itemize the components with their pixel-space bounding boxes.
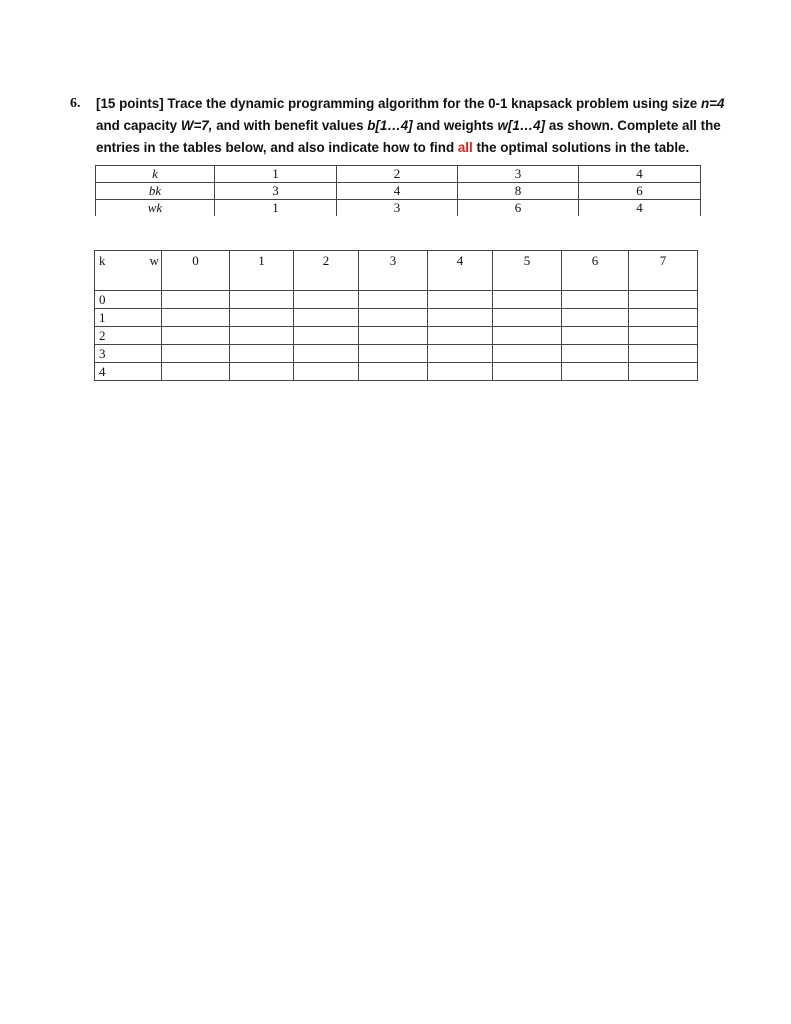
items-cell: 2 (337, 166, 458, 183)
dp-empty-cell (294, 363, 359, 381)
items-row-label: k (96, 166, 215, 183)
dp-column-header: 0 (162, 251, 230, 291)
items-row-label: wk (96, 200, 215, 217)
items-cell: 6 (579, 183, 701, 200)
dp-empty-cell (230, 327, 294, 345)
dp-empty-cell (230, 363, 294, 381)
dp-empty-cell (359, 363, 428, 381)
items-cell: 4 (337, 183, 458, 200)
dp-column-header: 1 (230, 251, 294, 291)
dp-empty-cell (629, 363, 698, 381)
problem-text-2: and capacity (96, 118, 181, 133)
dp-empty-cell (162, 309, 230, 327)
dp-row-label: 2 (95, 327, 162, 345)
dp-column-header: 3 (359, 251, 428, 291)
problem-text-6: the optimal solutions in the table. (472, 140, 690, 155)
items-row-label: bk (96, 183, 215, 200)
dp-empty-cell (359, 327, 428, 345)
dp-empty-cell (493, 291, 562, 309)
dp-empty-cell (629, 309, 698, 327)
problem-benefits: b[1…4] (367, 118, 413, 133)
items-cell: 4 (579, 166, 701, 183)
dp-empty-cell (562, 345, 629, 363)
dp-empty-cell (493, 327, 562, 345)
dp-empty-cell (493, 345, 562, 363)
dp-empty-cell (359, 345, 428, 363)
dp-column-header: 5 (493, 251, 562, 291)
items-row (96, 166, 701, 183)
dp-empty-cell (562, 327, 629, 345)
dp-empty-cell (629, 327, 698, 345)
problem-body (96, 93, 742, 159)
problem-capacity: W=7, (180, 118, 213, 133)
dp-empty-cell (562, 363, 629, 381)
dp-empty-cell (629, 291, 698, 309)
items-cell: 3 (337, 200, 458, 217)
dp-empty-cell (428, 291, 493, 309)
dp-row (95, 309, 698, 327)
dp-column-header: 4 (428, 251, 493, 291)
dp-empty-cell (428, 363, 493, 381)
dp-empty-cell (428, 309, 493, 327)
dp-corner-cell (95, 251, 162, 291)
problem-text-5: as shown. Complete all the entries in the tables below, and also indicate how to find (96, 118, 721, 155)
dp-empty-cell (230, 345, 294, 363)
dp-column-header: 2 (294, 251, 359, 291)
dp-empty-cell (230, 309, 294, 327)
problem-statement (70, 93, 742, 159)
dp-empty-cell (493, 363, 562, 381)
items-cell: 1 (215, 200, 337, 217)
dp-empty-cell (493, 309, 562, 327)
items-row (96, 200, 701, 217)
items-cell: 3 (458, 166, 579, 183)
dp-empty-cell (230, 291, 294, 309)
dp-empty-cell (428, 345, 493, 363)
dp-empty-cell (359, 291, 428, 309)
dp-empty-cell (162, 345, 230, 363)
dp-empty-cell (162, 291, 230, 309)
dp-empty-cell (562, 309, 629, 327)
dp-row (95, 291, 698, 309)
dp-empty-cell (562, 291, 629, 309)
dp-header-row (95, 251, 698, 291)
dp-empty-cell (629, 345, 698, 363)
dp-column-header: 7 (629, 251, 698, 291)
dp-row (95, 345, 698, 363)
dp-empty-cell (294, 309, 359, 327)
problem-text-4: and weights (412, 118, 498, 133)
dp-corner-k: k (99, 253, 106, 268)
items-row (96, 183, 701, 200)
dp-column-header: 6 (562, 251, 629, 291)
dp-empty-cell (428, 327, 493, 345)
dp-row-label: 0 (95, 291, 162, 309)
dp-empty-cell (162, 363, 230, 381)
items-cell: 1 (215, 166, 337, 183)
dp-row-label: 3 (95, 345, 162, 363)
items-table (95, 165, 701, 216)
items-cell: 6 (458, 200, 579, 217)
dp-row (95, 327, 698, 345)
dp-empty-cell (359, 309, 428, 327)
dp-empty-cell (162, 327, 230, 345)
dp-corner-w: w (149, 253, 159, 268)
problem-n: n=4 (700, 96, 725, 111)
problem-weights: w[1…4] (497, 118, 546, 133)
dp-empty-cell (294, 327, 359, 345)
problem-text-1: Trace the dynamic programming algorithm for the 0-1 knapsack problem using size (163, 96, 701, 111)
dp-row-label: 4 (95, 363, 162, 381)
dp-row-label: 1 (95, 309, 162, 327)
dp-empty-cell (294, 345, 359, 363)
dp-empty-cell (294, 291, 359, 309)
items-cell: 4 (579, 200, 701, 217)
problem-number: 6. (70, 96, 81, 111)
problem-points: [15 points] (96, 96, 164, 111)
dp-row (95, 363, 698, 381)
items-cell: 8 (458, 183, 579, 200)
dp-table (94, 250, 698, 381)
problem-text-3: and with benefit values (212, 118, 368, 133)
items-cell: 3 (215, 183, 337, 200)
problem-all-highlight: all (457, 140, 473, 155)
